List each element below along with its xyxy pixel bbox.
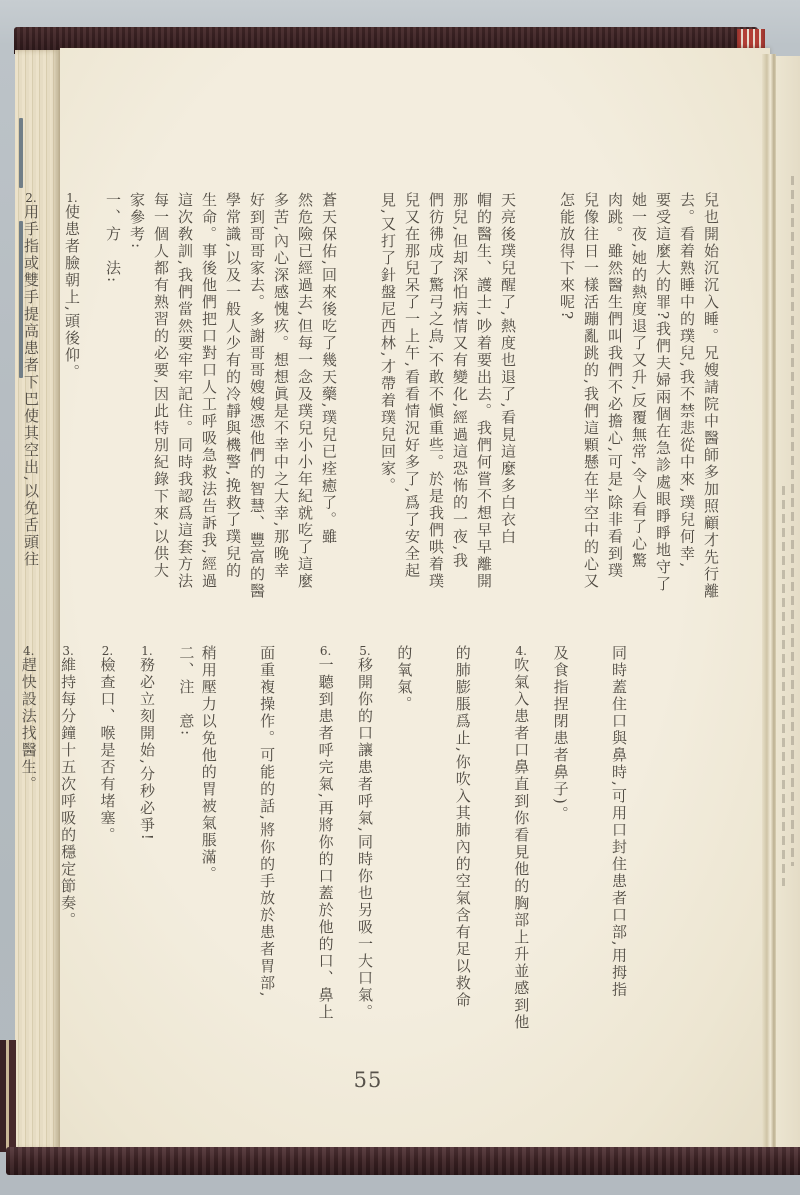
bottom-text-block bbox=[19, 645, 666, 1059]
list-item-column: 1.使患者臉朝上,頭後仰。 bbox=[63, 192, 81, 381]
item-number: 4. bbox=[22, 645, 35, 657]
list-item-column: 1.務必立刻開始,分秒必爭! bbox=[137, 645, 156, 842]
text-column: 這次敎訓,我們當然要牢牢記住。同時我認爲這套方法 bbox=[176, 192, 194, 590]
text-column: 她一夜,她的熱度退了又升,反覆無常,令人看了心驚 bbox=[630, 192, 648, 570]
text-column: 兒又在那兒呆了一上午,看看情況好多了,爲了安全起 bbox=[403, 192, 421, 580]
text-column: 每一個人都有熟習的必要,因此特別紀錄下來,以供大 bbox=[152, 192, 170, 580]
text-column: 多苦,內心深感愧疚。想想眞是不幸中之大幸,那晚幸 bbox=[272, 192, 290, 580]
item-number: 6. bbox=[319, 645, 332, 657]
continuation-column: 稍用壓力以免他的胃被氣脹滿。 bbox=[199, 645, 218, 883]
text-column: 見,又打了針盤尼西林,才帶着璞兒回家。 bbox=[379, 192, 397, 495]
book-page bbox=[19, 48, 770, 1148]
item-number: 5. bbox=[359, 645, 371, 657]
item-number: 2. bbox=[25, 192, 37, 204]
page-fore-edge bbox=[762, 54, 776, 1150]
page-number: 55 bbox=[353, 1068, 383, 1092]
list-item-column: 4.趕快設法找醫生。 bbox=[19, 645, 38, 793]
text-column: 然危險已經過去,但每一念及璞兒小小年紀就吃了這麼 bbox=[296, 192, 314, 590]
paragraph-first-column: 蒼天保佑,回來後吃了幾天藥,璞兒已痊癒了。雖 bbox=[320, 192, 338, 546]
text-column: 好到哥哥家去。多謝哥哥嫂嫂憑他們的智慧、豐富的醫 bbox=[248, 192, 266, 600]
text-column: 去。看着熟睡中的璞兒,我不禁悲從中來,璞兒何幸, bbox=[678, 192, 696, 570]
text-column: 肉跳。雖然醫生們叫我們不必擔心,可是,除非看到璞 bbox=[606, 192, 624, 580]
item-number: 1. bbox=[66, 192, 78, 204]
continuation-column bbox=[0, 192, 19, 604]
text-column: 家參考: bbox=[128, 192, 146, 251]
showthrough-text-marks bbox=[782, 486, 785, 886]
text-column: 兒像往日一樣活蹦亂跳的,我們這顆懸在半空中的心又 bbox=[582, 192, 600, 590]
insert-edge-line bbox=[19, 118, 23, 188]
text-column: 們彷彿成了驚弓之鳥,不敢不愼重些。於是我們哄着璞 bbox=[427, 192, 445, 590]
paragraph-first-column: 天亮後璞兒醒了,熱度也退了,看見這麼多白衣白 bbox=[499, 192, 517, 546]
list-item-column: 4.吹氣入患者口鼻直到你看見他的胸部上升並感到他 bbox=[512, 645, 531, 1031]
item-number: 1. bbox=[141, 645, 153, 657]
item-number: 3. bbox=[62, 645, 74, 657]
continuation-column: 面重複操作。可能的話,將你的手放於患者胃部, bbox=[258, 645, 277, 999]
text-column: 怎能放得下來呢? bbox=[558, 192, 576, 322]
list-item-column: 5.移開你的口讓患者呼氣,同時你也另吸一大口氣。 bbox=[355, 645, 374, 1021]
showthrough-text-marks bbox=[791, 176, 794, 866]
list-item-column bbox=[0, 645, 17, 1059]
continuation-column: 同時蓋住口與鼻時,可用口封住患者口部,用拇指 bbox=[610, 645, 628, 999]
book-cover-bottom-edge bbox=[6, 1147, 800, 1175]
text-column: 要受這麼大的罪?我們夫婦兩個在急診處眼睜睜地守了 bbox=[654, 192, 672, 594]
continuation-column: 的肺膨脹爲止,你吹入其肺內的空氣含有足以救命 bbox=[453, 645, 472, 1009]
top-text-block bbox=[22, 192, 723, 604]
continuation-column: 的氧氣。 bbox=[395, 645, 414, 713]
list-item-column: 2.用手指或雙手提高患者下巴使其空出,以免舌頭往 bbox=[22, 192, 40, 568]
text-column: 學常識,以及一般人少有的冷靜與機警,挽救了璞兒的 bbox=[224, 192, 242, 580]
section-heading: 一、方 法: bbox=[104, 192, 122, 285]
continuation-column: 及食指捏閉患者鼻子)。 bbox=[551, 645, 570, 823]
item-number: 2. bbox=[101, 645, 114, 657]
item-number: 4. bbox=[515, 645, 527, 657]
text-column: 那兒,但却深怕病情又有變化,經過這恐怖的一夜,我 bbox=[451, 192, 469, 570]
text-column: 兒也開始沉沉入睡。兄嫂請院中醫師多加照顧才先行離 bbox=[702, 192, 720, 600]
text-column: 生命。事後他們把口對口人工呼吸急救法告訴我,經過 bbox=[200, 192, 218, 590]
text-column: 帽的醫生、護士,吵着要出去。我們何嘗不想早早離開 bbox=[475, 192, 493, 590]
list-item-column: 2.檢查口、喉是否有堵塞。 bbox=[98, 645, 117, 844]
list-item-column: 3.維持每分鐘十五次呼吸的穩定節奏。 bbox=[59, 645, 78, 929]
list-item-column: 6.一聽到患者呼完氣,再將你的口蓋於他的口、鼻上 bbox=[316, 645, 335, 1021]
next-page-strip bbox=[776, 56, 800, 1148]
section-heading: 二、注 意: bbox=[177, 645, 196, 738]
